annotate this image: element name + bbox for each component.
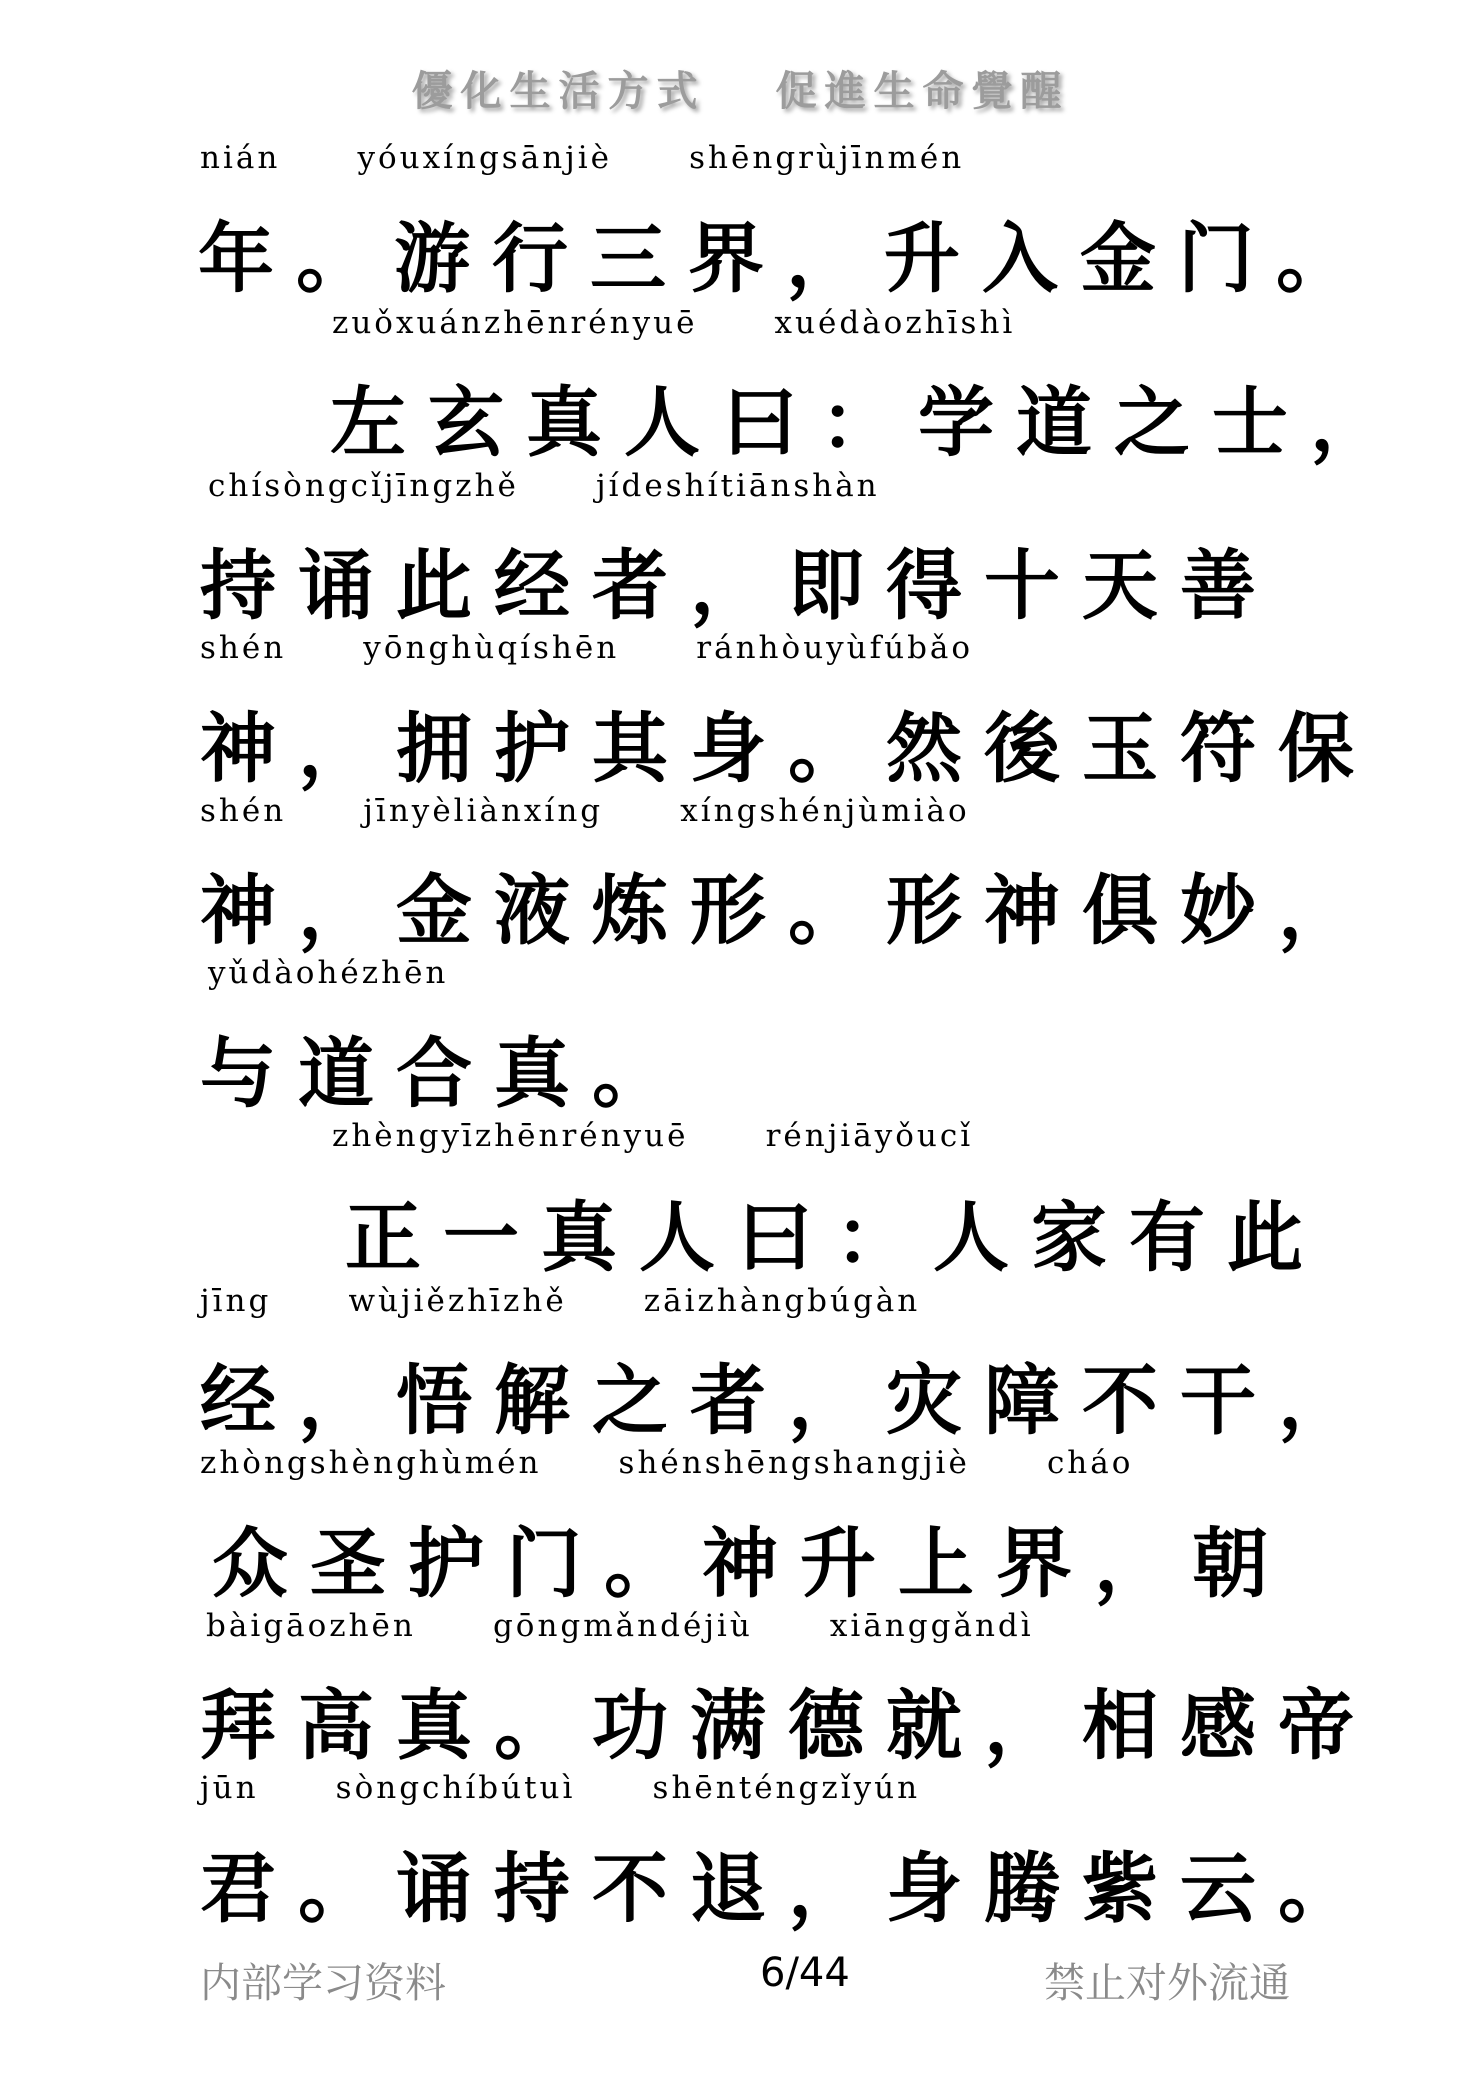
hanzi-line: 君。诵持不退，身腾紫云。 [200, 1844, 1376, 1933]
hanzi-line: 神，拥护其身。然後玉符保 [200, 704, 1376, 793]
pinyin-line: chísòngcǐjīngzhě jídeshítiānshàn [208, 468, 880, 504]
page-number: 6/44 [760, 1950, 850, 1996]
pinyin-line: zuǒxuánzhēnrényuē xuédàozhīshì [332, 305, 1016, 341]
footer-internal-note: 内部学习资料 [200, 1959, 446, 2007]
hanzi-line: 经，悟解之者，灾障不干， [200, 1356, 1376, 1445]
pinyin-line: shén jīnyèliànxíng xíngshénjùmiào [200, 793, 970, 829]
header-left-motto: 優化生活方式 [411, 67, 706, 115]
pinyin-line: shén yōnghùqíshēn ránhòuyùfúbǎo [200, 630, 974, 666]
pinyin-line: jūn sòngchíbútuì shēnténgzǐyún [200, 1770, 921, 1806]
hanzi-line: 正一真人曰：人家有此 [345, 1193, 1325, 1282]
hanzi-line: 拜高真。功满德就，相感帝 [200, 1681, 1376, 1770]
pinyin-line: bàigāozhēn gōngmǎndéjiù xiānggǎndì [206, 1608, 1034, 1644]
hanzi-line: 年。游行三界，升入金门。 [198, 214, 1374, 303]
footer-distribution-note: 禁止对外流通 [1044, 1959, 1290, 2007]
pinyin-line: nián yóuxíngsānjiè shēngrùjīnmén [200, 140, 965, 176]
pinyin-line: jīng wùjiězhīzhě zāizhàngbúgàn [200, 1283, 921, 1319]
pinyin-line: zhèngyīzhēnrényuē rénjiāyǒucǐ [332, 1118, 974, 1154]
hanzi-line: 持诵此经者，即得十天善 [200, 541, 1278, 630]
hanzi-line: 左玄真人曰：学道之士， [330, 378, 1408, 467]
page-footer [200, 1950, 1290, 2010]
hanzi-line: 与道合真。 [200, 1029, 690, 1118]
hanzi-line: 众圣护门。神升上界，朝 [212, 1519, 1290, 1608]
pinyin-line: zhòngshènghùmén shénshēngshangjiè cháo [200, 1445, 1134, 1481]
hanzi-line: 神，金液炼形。形神俱妙， [200, 866, 1376, 955]
pinyin-line: yǔdàohézhēn [208, 955, 449, 991]
header-right-motto: 促進生命覺醒 [775, 67, 1070, 115]
